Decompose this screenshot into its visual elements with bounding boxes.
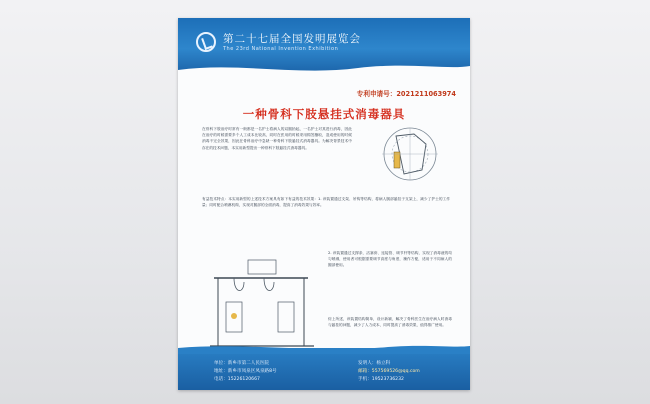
footer-phone: 电话：15226120667 (214, 377, 260, 382)
patent-number: 专利申请号：2021211063974 (356, 90, 456, 98)
paragraph-effects: 有益技术特点：本实用新型的上述技术方案具有如下有益的技术效果：1. 该装置通过支架、吊钩等结构，将病人腿部悬挂于支架上，减少了护士的工作量；同时配合喷淋机构，实现对腿部的全面消毒，提高了消毒效果与效率。 (202, 197, 450, 208)
footer-address: 地址：新乡市凤泉区凤泉路8号 (214, 369, 277, 374)
exhibition-subtitle: The 23rd National Invention Exhibition (223, 46, 339, 52)
exhibition-title: 第二十七届全国发明展览会 (223, 33, 361, 45)
header-wave (178, 60, 470, 76)
device-diagram-top (374, 124, 446, 184)
paragraph-structure: 2. 该装置通过支撑条、活塞套、连接管、调节杆等结构，实现了消毒液的均匀喷淋，使用者可根据需要调节高度与角度，操作方便，适用于不同病人的腿部使用。 (328, 251, 452, 268)
footer-inventor: 发明人：杨立科 (358, 361, 391, 366)
poster (178, 18, 470, 390)
exhibition-logo-icon (196, 32, 216, 52)
device-diagram-bottom (204, 254, 322, 352)
footer-email[interactable]: 邮箱：557569526@qq.com (358, 369, 420, 374)
footer-mobile: 手机：19523736232 (358, 377, 404, 382)
paragraph-background: 在骨科下肢治疗时常有一般都是一名护士将病人的双腿抬起，一名护士对其进行消毒，因此在治疗的时候需要多个人工成本比较高，同时在医用的时候采用棉签蘸取，造成使用的时候消毒不完全效果，因此在骨科治疗中急缺一种骨科下肢悬挂式消毒器具。为解决背景技术中存在的技术问题，本实用新型提出一种骨科下肢悬挂式消毒器具。 (202, 127, 352, 150)
footer-unit: 单位：新乡市第二人民医院 (214, 361, 270, 366)
poster-title: 一种骨科下肢悬挂式消毒器具 (242, 107, 406, 121)
paragraph-summary: 综上所述，该装置结构简单，设计新颖，解决了骨科医生在治疗病人时消毒与悬挂的问题，减少了人力成本，同时提高了消毒效果，值得推广使用。 (328, 317, 452, 328)
poster-footer (178, 348, 470, 390)
poster-header (178, 18, 470, 74)
footer-wave (178, 342, 470, 354)
